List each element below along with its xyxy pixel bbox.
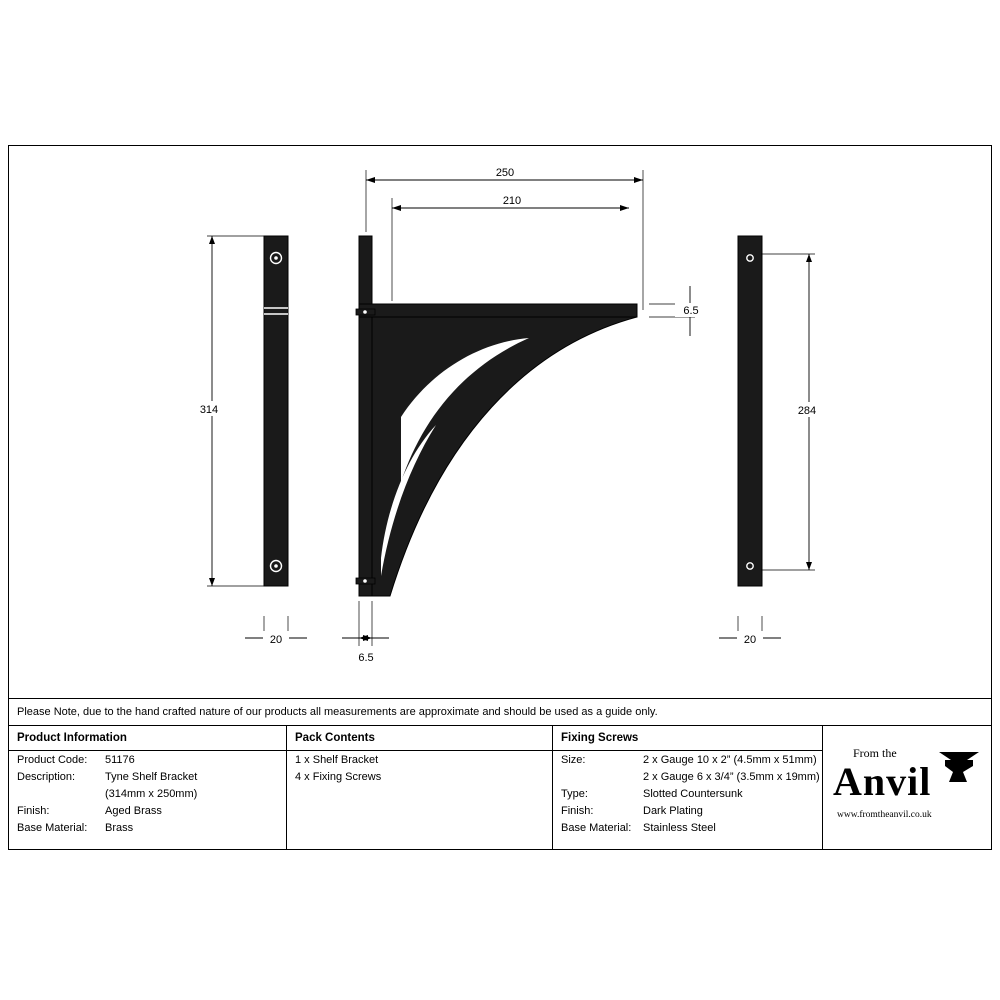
logo-from-the-text: From the	[853, 745, 897, 760]
table-row	[17, 752, 286, 769]
dim-leg-thickness-text: 6.5	[358, 652, 374, 664]
divider	[9, 750, 286, 751]
dim-top-overall	[366, 164, 643, 310]
dim-right-height	[761, 254, 824, 570]
dim-left-height	[195, 236, 267, 586]
table-row	[17, 820, 286, 837]
product-code-label: Product Code:	[17, 754, 88, 766]
bracket-drawing-svg	[9, 146, 991, 698]
dim-left-height-text: 314	[199, 404, 219, 416]
measurement-note-text: Please Note, due to the hand crafted nature of our products all measurements are approximate and should be used as a guide only.	[17, 706, 658, 718]
info-table	[9, 726, 991, 849]
dim-top-inner	[392, 192, 629, 301]
divider	[553, 750, 822, 751]
product-code-value: 51176	[105, 754, 135, 766]
table-row	[561, 786, 822, 803]
table-row	[17, 803, 286, 820]
table-row	[17, 769, 286, 786]
dim-left-width	[245, 616, 307, 646]
dim-right-height-text: 284	[797, 405, 817, 417]
dim-right-width	[719, 616, 781, 646]
base-material-label: Base Material:	[17, 822, 88, 834]
pack-contents-column	[287, 726, 553, 849]
dim-leg-thickness	[342, 601, 389, 664]
screw-size-value-2: 2 x Gauge 6 x 3/4” (3.5mm x 19mm)	[643, 771, 820, 783]
description-label: Description:	[17, 771, 76, 783]
divider	[287, 750, 552, 751]
screw-size-label-cont	[561, 769, 643, 786]
screw-type-label: Type:	[561, 788, 588, 800]
brand-logo-column	[823, 726, 991, 849]
fixing-screws-heading: Fixing Screws	[561, 732, 639, 744]
screw-size-value: 2 x Gauge 10 x 2” (4.5mm x 51mm)	[643, 754, 817, 766]
table-row	[17, 786, 286, 803]
screw-size-label: Size:	[561, 754, 586, 766]
finish-label: Finish:	[17, 805, 50, 817]
logo-anvil-text: Anvil	[833, 758, 932, 804]
table-row	[561, 769, 822, 786]
screw-base-material-label: Base Material:	[561, 822, 632, 834]
table-row	[561, 752, 822, 769]
screw-type-value: Slotted Countersunk	[643, 788, 743, 800]
technical-drawing	[9, 146, 991, 698]
base-material-value: Brass	[105, 822, 134, 834]
left-side-view	[264, 236, 288, 586]
dim-right-width-text: 20	[743, 634, 757, 646]
table-row	[561, 820, 822, 837]
dim-arm-thickness-text: 6.5	[683, 305, 699, 317]
dim-top-overall-text: 250	[495, 167, 515, 179]
description-value: Tyne Shelf Bracket	[105, 771, 198, 783]
description-size-value: (314mm x 250mm)	[105, 788, 198, 800]
screw-finish-value: Dark Plating	[643, 805, 703, 817]
main-bracket-view	[356, 236, 637, 596]
measurement-note	[9, 698, 991, 726]
list-item: 1 x Shelf Bracket	[295, 754, 379, 766]
fixing-screws-column	[553, 726, 823, 849]
right-side-view	[738, 236, 762, 586]
dim-top-inner-text: 210	[502, 195, 522, 207]
anvil-icon	[937, 750, 981, 784]
product-information-column	[9, 726, 287, 849]
dim-left-width-text: 20	[269, 634, 283, 646]
dim-arm-thickness	[649, 286, 707, 336]
screw-finish-label: Finish:	[561, 805, 594, 817]
screw-base-material-value: Stainless Steel	[643, 822, 716, 834]
logo-url-text: www.fromtheanvil.co.uk	[837, 809, 932, 820]
table-row	[561, 803, 822, 820]
list-item: 4 x Fixing Screws	[295, 771, 382, 783]
product-information-heading: Product Information	[17, 732, 127, 744]
drawing-sheet	[8, 145, 992, 850]
finish-value: Aged Brass	[105, 805, 162, 817]
pack-contents-heading: Pack Contents	[295, 732, 375, 744]
description-label-cont	[17, 786, 105, 803]
